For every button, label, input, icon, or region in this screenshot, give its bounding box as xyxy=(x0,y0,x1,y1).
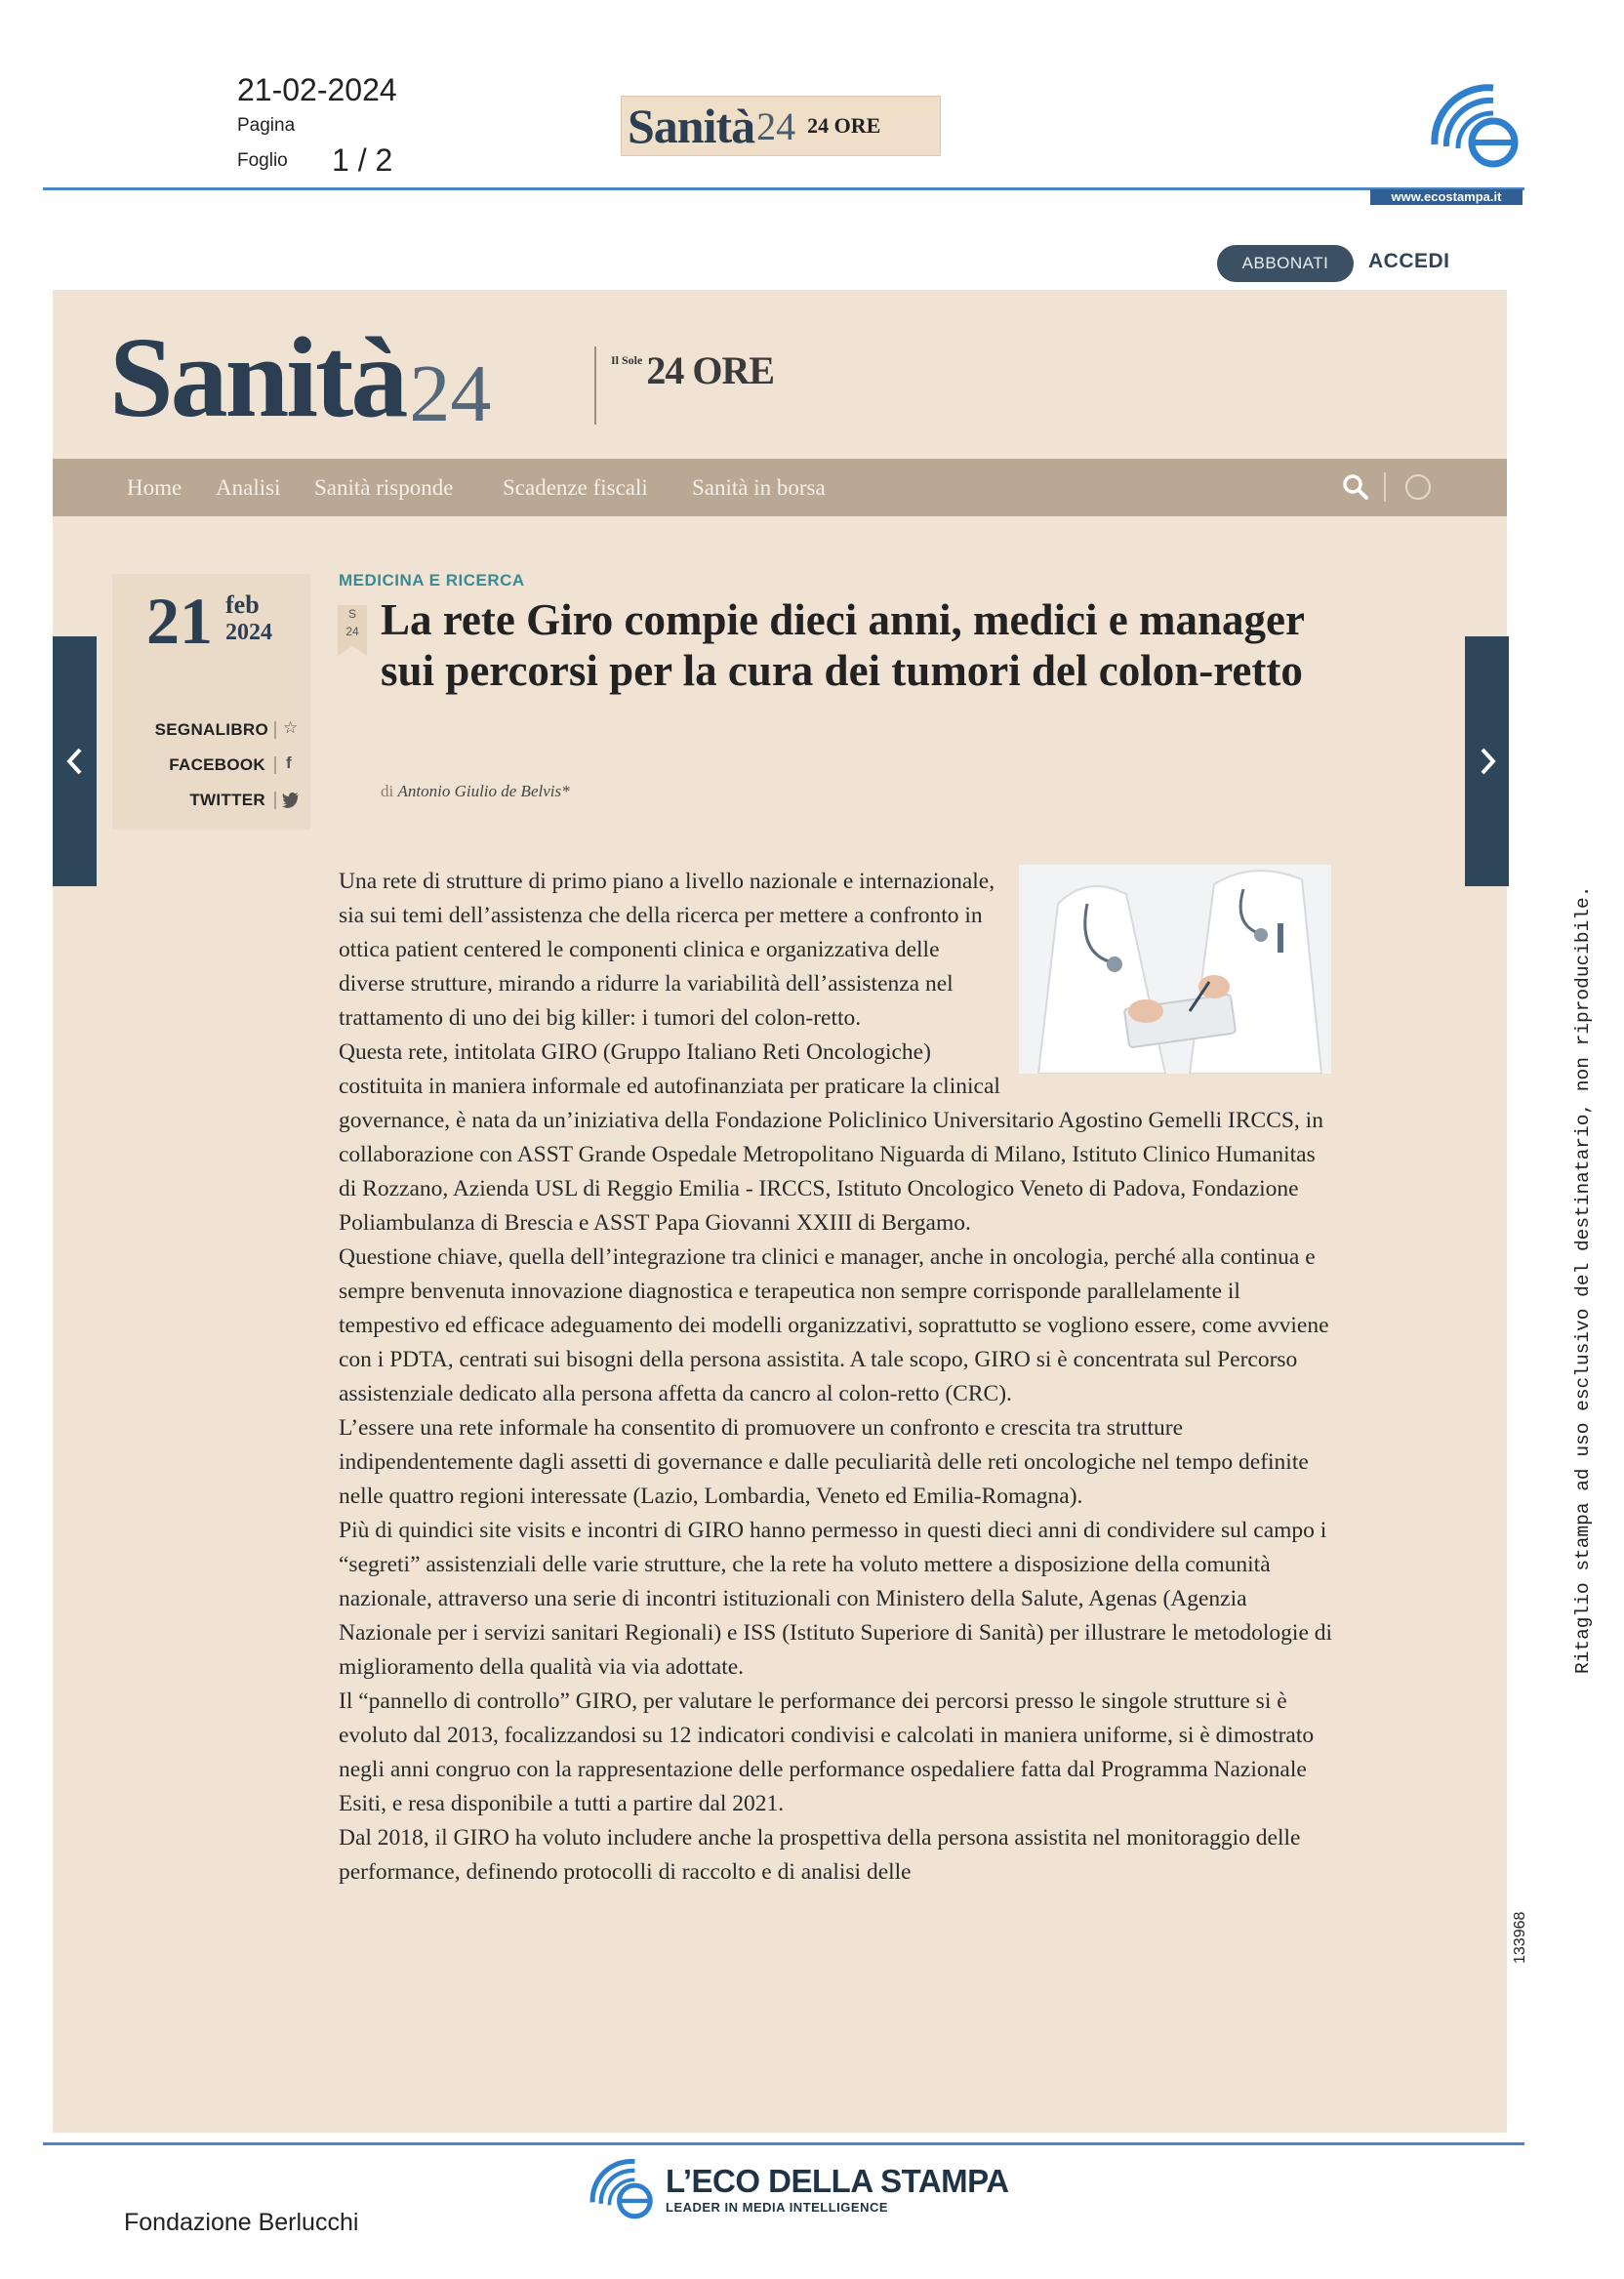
article-paragraph: Il “pannello di controllo” GIRO, per valutare le performance dei percorsi presso le singole strutture si è evoluto dal 2013, focalizzandosi su 12 indicatori condivisi e calcolati in maniera uniforme, si è dimostrato negli anni congruo con la rappresentazione delle performance ospedaliere fatta dal Programma Nazionale Esiti, e resa disponibile a tutti a partire dal 2021. xyxy=(339,1689,1315,1816)
facebook-icon[interactable]: f xyxy=(286,753,292,772)
twitter-link[interactable]: TWITTER xyxy=(189,791,265,809)
chevron-left-icon xyxy=(65,746,85,777)
article-paragraph: Dal 2018, il GIRO ha voluto includere anche la prospettiva della persona assistita nel monitoraggio delle performance, definendo protocolli di raccolto e di analisi delle xyxy=(339,1825,1301,1885)
user-icon[interactable] xyxy=(1405,474,1431,500)
byline-prefix: di xyxy=(381,782,394,800)
eco-della-stampa-icon xyxy=(586,2153,656,2223)
article-paragraph: Una rete di strutture di primo piano a livello nazionale e internazionale, sia sui temi dell’assistenza che della ricerca per mettere a confronto in ottica patient centered le componenti clinica e organizzativa delle diverse strutture, mirando a ridurre la variabilità dell’assistenza nel trattamento di uno dei big killer: i tumori del colon-retto. xyxy=(339,869,995,1031)
nav-item-sanita-risponde[interactable]: Sanità risponde xyxy=(314,475,454,500)
reproduction-notice: Ritaglio stampa ad uso esclusivo del destinatario, non riproducibile. xyxy=(1572,885,1594,1674)
clipping-code: 133968 xyxy=(1512,1911,1528,1964)
il-sole-label: Il Sole xyxy=(611,353,643,367)
subscribe-button[interactable]: ABBONATI xyxy=(1217,245,1354,282)
clipping-masthead-num: 24 xyxy=(756,103,796,148)
date-year: 2024 xyxy=(225,620,272,645)
date-month: feb xyxy=(225,590,260,619)
clipping-masthead-name: Sanità xyxy=(628,99,755,153)
star-icon[interactable]: ☆ xyxy=(283,718,299,737)
clipping-masthead xyxy=(621,96,941,156)
nav-item-scadenze-fiscali[interactable]: Scadenze fiscali xyxy=(503,475,648,500)
article-body xyxy=(339,865,1334,1890)
section-label[interactable]: MEDICINA E RICERCA xyxy=(339,571,525,590)
chevron-right-icon xyxy=(1478,746,1497,777)
article-paragraph: Questa rete, intitolata GIRO (Gruppo Italiano Reti Oncologiche) costituita in maniera informale ed autofinanziata per praticare la clinical governance, è nata da un’iniziativa della Fondazione Policlinico Universitario Agostino Gemelli IRCCS, in collaborazione con ASST Grande Ospedale Metropolitano Niguarda di Milano, Istituto Clinico Humanitas di Rozzano, Azienda USL di Reggio Emilia - IRCCS, Istituto Oncologico Veneto di Padova, Fondazione Poliambulanza di Brescia e ASST Papa Giovanni XXIII di Bergamo. xyxy=(339,1039,1323,1236)
date-day: 21 xyxy=(146,584,213,658)
bookmark-link[interactable]: SEGNALIBRO xyxy=(154,720,268,739)
ore-label: 24 ORE xyxy=(646,348,775,392)
footer-tagline: LEADER IN MEDIA INTELLIGENCE xyxy=(666,2199,889,2215)
share-divider xyxy=(274,756,276,774)
client-name: Fondazione Berlucchi xyxy=(124,2209,359,2236)
share-divider xyxy=(274,792,276,809)
masthead-num: 24 xyxy=(409,348,492,439)
badge-top: S xyxy=(347,607,356,621)
twitter-icon[interactable] xyxy=(282,793,300,808)
nav-item-sanita-in-borsa[interactable]: Sanità in borsa xyxy=(692,475,826,500)
facebook-link[interactable]: FACEBOOK xyxy=(169,755,265,774)
article-paragraph: L’essere una rete informale ha consentito di promuovere un confronto e crescita tra strutture indipendentemente dagli assetti di governance e dalle peculiarità delle reti oncologiche nel tempo definite nelle quattro regioni interessate (Lazio, Lombardia, Veneto ed Emilia-Romagna). xyxy=(339,1415,1309,1509)
footer-brand: L’ECO DELLA STAMPA xyxy=(666,2162,1009,2199)
masthead-name: Sanità xyxy=(109,313,406,441)
clipping-date: 21-02-2024 xyxy=(237,72,397,107)
pagina-label: Pagina xyxy=(237,115,296,136)
clipping-masthead-sole: 24 ORE xyxy=(807,113,881,138)
share-divider xyxy=(274,721,276,739)
article-headline: La rete Giro compie dieci anni, medici e manager sui percorsi per la cura dei tumori del colon-retto xyxy=(381,595,1305,695)
eco-della-stampa-logo xyxy=(586,2153,1009,2223)
nav-item-home[interactable]: Home xyxy=(127,475,183,500)
author-name[interactable]: Antonio Giulio de Belvis* xyxy=(397,782,570,800)
ecostampa-logo-icon xyxy=(1425,76,1522,174)
article-paragraph: Più di quindici site visits e incontri di GIRO hanno permesso in questi dieci anni di condividere sul campo i “segreti” assistenziali delle varie strutture, che la rete ha voluto mettere a disposizione della comunità nazionale, attraverso una serie di incontri istituzionali con Ministero della Salute, Agenas (Agenzia Nazionale per i servizi sanitari Regionali) e ISS (Istituto Superiore di Sanità) per illustrare le metodologie di miglioramento della qualità via via adottate. xyxy=(339,1518,1333,1680)
article-paragraph: Questione chiave, quella dell’integrazione tra clinici e manager, anche in oncologia, perché alla continua e sempre benvenuta innovazione diagnostica e terapeutica non sempre corrisponde parallelamente il tempestivo ed efficace adeguamento dei modelli organizzativi, soprattutto se vogliono essere, come avviene con i PDTA, centrati sui bisogni della persona assistita. A tale scopo, GIRO si è concentrata sul Percorso assistenziale dedicato alla persona affetta da cancro al colon-retto (CRC). xyxy=(339,1244,1329,1406)
header-rule xyxy=(43,187,1524,190)
sole-24-ore-logo xyxy=(611,347,774,393)
masthead-divider xyxy=(594,346,596,425)
previous-article-button[interactable] xyxy=(53,636,97,886)
badge-bottom: 24 xyxy=(345,625,359,638)
photo-spacer xyxy=(1002,865,1334,1074)
ecostampa-url: www.ecostampa.it xyxy=(1370,189,1522,205)
nav-item-analisi[interactable]: Analisi xyxy=(216,475,281,500)
nav-separator xyxy=(1384,472,1386,502)
foglio-label: Foglio xyxy=(237,150,288,171)
footer-rule xyxy=(43,2142,1524,2145)
byline xyxy=(381,782,570,801)
next-article-button[interactable] xyxy=(1465,636,1509,886)
site-masthead[interactable] xyxy=(109,313,492,441)
login-link[interactable]: ACCEDI xyxy=(1368,250,1450,272)
search-icon[interactable] xyxy=(1340,471,1371,503)
page-number: 1 / 2 xyxy=(332,142,393,178)
